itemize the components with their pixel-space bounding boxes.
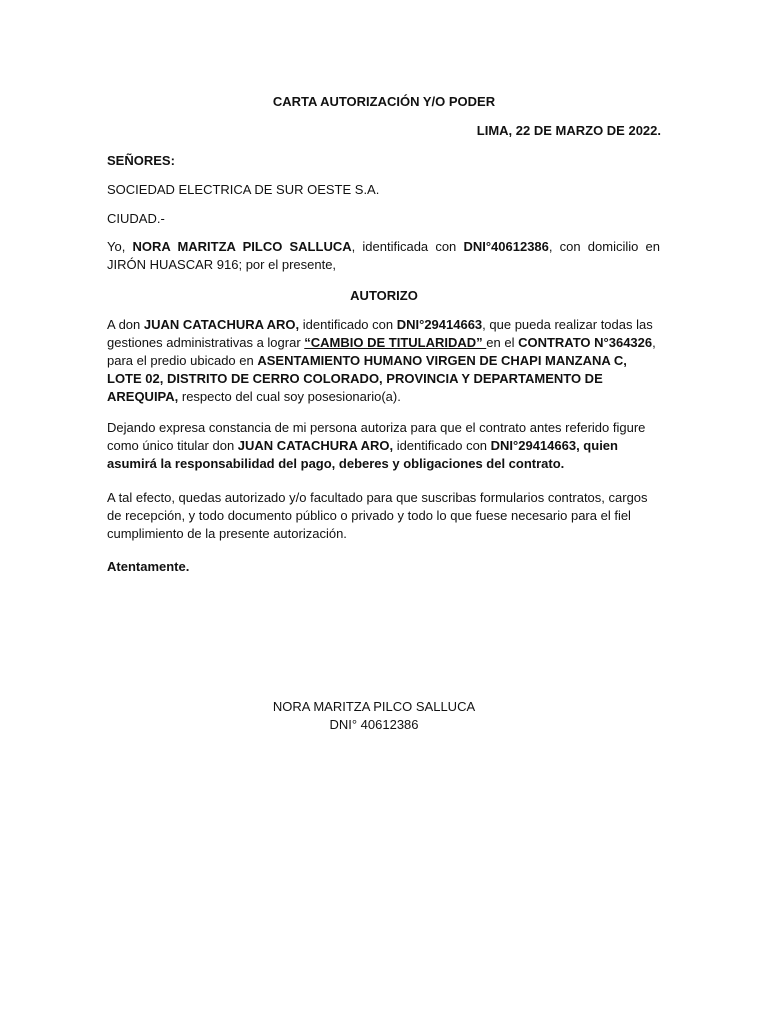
p2-text-3: , que pueda realizar todas las gestiones administrativas a lograr [107, 317, 653, 350]
contract-number: CONTRATO N°364326 [518, 335, 653, 350]
intro-text-3: , con domicilio en JIRÓN HUASCAR 916; por el presente, [107, 239, 660, 272]
salutation: SEÑORES: [107, 153, 175, 168]
p2-text-4: en el [486, 335, 519, 350]
closing: Atentamente. [107, 559, 190, 574]
recipient-company: SOCIEDAD ELECTRICA DE SUR OESTE S.A. [107, 182, 380, 197]
autorizo-heading: AUTORIZO [350, 288, 418, 303]
authorized-name: JUAN CATACHURA ARO, [143, 317, 300, 332]
intro-text-2: , identificada con [351, 239, 464, 254]
intro-paragraph [107, 238, 660, 274]
property-address: ASENTAMIENTO HUMANO VIRGEN DE CHAPI MANZANA C, LOTE 02, DISTRITO DE CERRO COLORADO, PROVINCIA Y DEPARTAMENTO DE AREQUIPA, [107, 353, 627, 404]
constancy-paragraph [107, 419, 660, 473]
signature-name: NORA MARITZA PILCO SALLUCA [272, 699, 476, 714]
cambio-titularidad: “CAMBIO DE TITULARIDAD” [304, 335, 487, 350]
letter-date: LIMA, 22 DE MARZO DE 2022. [476, 123, 661, 138]
grantor-dni: DNI°40612386 [463, 239, 549, 254]
signature-dni: DNI° 40612386 [329, 717, 419, 732]
titular-name: JUAN CATACHURA ARO, [237, 438, 394, 453]
authorization-paragraph [107, 316, 660, 406]
p2-text-5: , para el predio ubicado en [107, 335, 656, 368]
p2-text-1: A don [107, 317, 144, 332]
p2-text-2: identificado con [299, 317, 397, 332]
faculties-paragraph: A tal efecto, quedas autorizado y/o facultado para que suscribas formularios contratos, cargos de recepción, y todo documento público o privado y todo lo que fuese necesario para el fiel cumplimiento de la presente autorización. [107, 490, 648, 541]
p3-text-1: Dejando expresa constancia de mi persona autoriza para que el contrato antes referido figure como único titular don [107, 420, 646, 453]
intro-text-1: Yo, [107, 239, 133, 254]
recipient-city: CIUDAD.- [107, 211, 165, 226]
letter-title: CARTA AUTORIZACIÓN Y/O PODER [272, 94, 496, 109]
grantor-name: NORA MARITZA PILCO SALLUCA [132, 239, 352, 254]
authorized-dni: DNI°29414663 [396, 317, 483, 332]
p2-text-6: respecto del cual soy posesionario(a). [178, 389, 401, 404]
p3-text-2: identificado con [393, 438, 491, 453]
titular-responsibility: DNI°29414663, quien asumirá la responsabilidad del pago, deberes y obligaciones del contrato. [107, 438, 618, 471]
